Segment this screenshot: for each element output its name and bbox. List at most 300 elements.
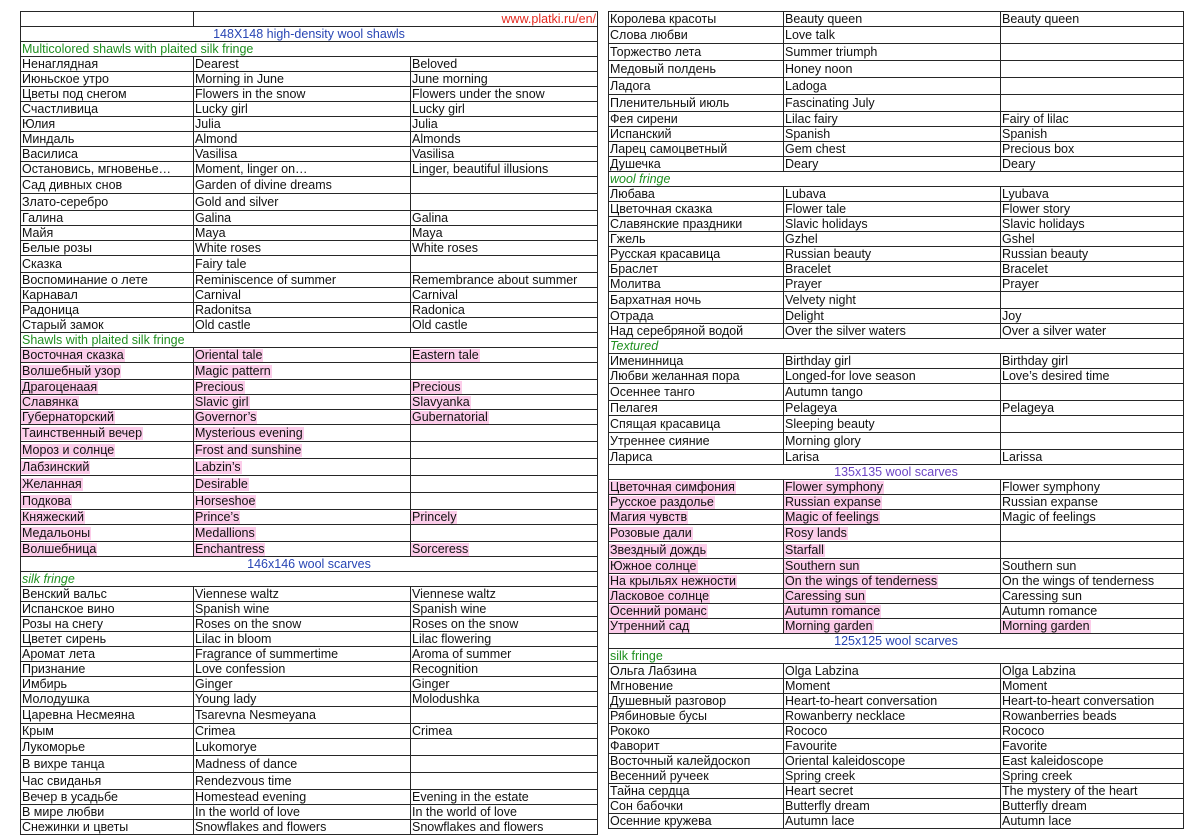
cell-text: Лукоморье	[22, 739, 86, 754]
cell-text: Таинственный вечер	[22, 425, 143, 440]
english-variant-cell	[411, 617, 598, 632]
cell-text: Сад дивных снов	[22, 177, 123, 192]
cell-text: Slavyanka	[412, 394, 470, 409]
english-name-cell	[784, 510, 1001, 525]
cell-text: На крыльях нежности	[610, 573, 737, 588]
cell-text: Tsarevna Nesmeyana	[195, 707, 316, 722]
cell-text: Лабзинский	[22, 459, 90, 474]
russian-name-cell	[21, 662, 194, 677]
size-heading	[21, 27, 598, 42]
cell-text: Viennese waltz	[412, 586, 496, 601]
english-variant-cell	[411, 211, 598, 226]
cell-text: Morning garden	[1002, 618, 1090, 633]
table-row	[609, 769, 1184, 784]
russian-name-cell	[609, 754, 784, 769]
english-name-cell	[784, 495, 1001, 510]
english-variant-cell	[411, 87, 598, 102]
english-name-cell	[194, 647, 411, 662]
english-name-cell	[194, 288, 411, 303]
english-name-cell	[784, 247, 1001, 262]
cell-text: Мгновение	[610, 678, 674, 693]
table-row	[21, 117, 598, 132]
site-link[interactable]: www.platki.ru/en/	[501, 11, 597, 26]
table-row	[21, 425, 598, 442]
table-row	[21, 42, 598, 57]
english-name-cell	[784, 664, 1001, 679]
english-variant-cell	[411, 147, 598, 162]
russian-name-cell	[609, 664, 784, 679]
russian-name-cell	[609, 95, 784, 112]
english-variant-cell	[1001, 12, 1184, 27]
cell-text: Morning glory	[785, 433, 861, 448]
english-variant-cell	[411, 117, 598, 132]
table-row	[609, 416, 1184, 433]
cell-text: Oriental tale	[195, 347, 263, 362]
russian-name-cell	[609, 724, 784, 739]
cell-text: Horseshoe	[195, 493, 256, 508]
cell-text: Butterfly dream	[1002, 798, 1087, 813]
russian-name-cell	[609, 217, 784, 232]
cell-text: Precious box	[1002, 141, 1075, 156]
english-variant-cell	[411, 194, 598, 211]
table-row	[21, 318, 598, 333]
table-row	[21, 647, 598, 662]
cell-text: Flowers in the snow	[195, 86, 306, 101]
table-row	[21, 476, 598, 493]
section-label	[609, 649, 1184, 664]
cell-text: Beloved	[412, 56, 458, 71]
cell-text: Душевный разговор	[610, 693, 727, 708]
cell-text: Heart-to-heart conversation	[1002, 693, 1155, 708]
cell-text: Radonica	[412, 302, 465, 317]
cell-text: Сказка	[22, 256, 63, 271]
cell-text: Prayer	[1002, 276, 1039, 291]
russian-name-cell	[609, 187, 784, 202]
russian-name-cell	[21, 647, 194, 662]
russian-name-cell	[609, 354, 784, 369]
russian-name-cell	[21, 542, 194, 557]
cell-text: Butterfly dream	[785, 798, 870, 813]
russian-name-cell	[609, 112, 784, 127]
cell-text: Gubernatorial	[412, 409, 488, 424]
english-name-cell	[194, 72, 411, 87]
russian-name-cell	[609, 784, 784, 799]
russian-name-cell	[21, 587, 194, 602]
cell-text: Воспоминание о лете	[22, 272, 148, 287]
cell-text: Delight	[785, 308, 824, 323]
table-row	[21, 57, 598, 72]
cell-text: Lucky girl	[412, 101, 465, 116]
russian-name-cell	[21, 756, 194, 773]
english-variant-cell	[1001, 384, 1184, 401]
cell-text: Драгоценаая	[22, 379, 98, 394]
english-name-cell	[784, 12, 1001, 27]
english-name-cell	[784, 354, 1001, 369]
cell-text: Deary	[1002, 156, 1036, 171]
cell-text: Molodushka	[412, 691, 480, 706]
cell-text: Медовый полдень	[610, 61, 716, 76]
english-variant-cell	[1001, 574, 1184, 589]
cell-text	[411, 739, 413, 752]
english-variant-cell	[1001, 694, 1184, 709]
english-variant-cell	[1001, 664, 1184, 679]
english-name-cell	[784, 480, 1001, 495]
english-name-cell	[784, 187, 1001, 202]
english-variant-cell	[411, 442, 598, 459]
english-variant-cell	[411, 380, 598, 395]
cell-text: Beauty queen	[1002, 11, 1080, 26]
table-row	[609, 679, 1184, 694]
table-row	[21, 348, 598, 363]
cell-text: Звездный дождь	[610, 542, 707, 557]
cell-text: Russian beauty	[1002, 246, 1089, 261]
cell-text	[411, 177, 413, 190]
table-row	[609, 510, 1184, 525]
english-variant-cell	[1001, 78, 1184, 95]
english-name-cell	[194, 677, 411, 692]
cell-text: Пелагея	[610, 400, 658, 415]
size-heading	[609, 634, 1184, 649]
english-variant-cell	[411, 632, 598, 647]
english-variant-cell	[411, 363, 598, 380]
table-row	[21, 572, 598, 587]
english-variant-cell	[1001, 619, 1184, 634]
cell-text: Flower symphony	[1002, 479, 1100, 494]
cell-text: Рябиновые бусы	[610, 708, 707, 723]
cell-text: Spanish	[1002, 126, 1048, 141]
russian-name-cell	[21, 525, 194, 542]
cell-text	[411, 476, 413, 489]
english-variant-cell	[1001, 61, 1184, 78]
russian-name-cell	[609, 44, 784, 61]
english-name-cell	[194, 542, 411, 557]
table-row	[609, 247, 1184, 262]
table-row	[609, 589, 1184, 604]
english-name-cell	[784, 724, 1001, 739]
table-row	[21, 303, 598, 318]
russian-name-cell	[609, 604, 784, 619]
russian-name-cell	[609, 694, 784, 709]
table-row	[21, 662, 598, 677]
english-name-cell	[784, 814, 1001, 829]
english-variant-cell	[1001, 292, 1184, 309]
russian-name-cell	[21, 677, 194, 692]
cell-text: Moment	[1002, 678, 1048, 693]
cell-text: Злато-серебро	[22, 194, 109, 209]
russian-name-cell	[21, 162, 194, 177]
cell-text: Almonds	[412, 131, 461, 146]
cell-text: Губернаторский	[22, 409, 114, 424]
cell-text: Frost and sunshine	[195, 442, 302, 457]
english-variant-cell	[1001, 495, 1184, 510]
cell-text	[1001, 44, 1003, 57]
table-row	[21, 805, 598, 820]
russian-name-cell	[21, 132, 194, 147]
russian-name-cell	[21, 602, 194, 617]
table-row	[609, 495, 1184, 510]
cell-text: Волшебница	[22, 541, 97, 556]
russian-name-cell	[21, 459, 194, 476]
english-name-cell	[194, 303, 411, 318]
english-name-cell	[194, 442, 411, 459]
cell-text: Governor’s	[195, 409, 257, 424]
english-name-cell	[194, 318, 411, 333]
english-name-cell	[784, 44, 1001, 61]
russian-name-cell	[609, 495, 784, 510]
english-name-cell	[784, 784, 1001, 799]
english-variant-cell	[411, 602, 598, 617]
cell-text: Magic of feelings	[785, 509, 879, 524]
cell-text: Карнавал	[22, 287, 78, 302]
cell-text: Autumn romance	[785, 603, 881, 618]
russian-name-cell	[609, 525, 784, 542]
english-name-cell	[784, 324, 1001, 339]
english-name-cell	[194, 380, 411, 395]
table-row	[21, 211, 598, 226]
table-row	[21, 333, 598, 348]
english-name-cell	[194, 194, 411, 211]
cell-text: Olga Labzina	[1002, 663, 1076, 678]
cell-text: Gold and silver	[195, 194, 279, 209]
cell-text: Slavic holidays	[1002, 216, 1085, 231]
cell-text: Rowanberries beads	[1002, 708, 1117, 723]
size-heading-text: 146x146 wool scarves	[247, 556, 371, 571]
cell-text	[411, 363, 413, 376]
cell-text: Magic pattern	[195, 363, 271, 378]
russian-name-cell	[609, 142, 784, 157]
table-row	[21, 756, 598, 773]
cell-text: Desirable	[195, 476, 248, 491]
cell-text: In the world of love	[195, 804, 300, 819]
russian-name-cell	[609, 369, 784, 384]
table-row	[609, 172, 1184, 187]
cell-text: Pelageya	[1002, 400, 1055, 415]
table-row	[609, 604, 1184, 619]
cell-text: Southern sun	[1002, 558, 1077, 573]
table-row	[21, 410, 598, 425]
cell-text: Утреннее сияние	[610, 433, 710, 448]
cell-text: Lilac fairy	[785, 111, 838, 126]
russian-name-cell	[609, 769, 784, 784]
english-variant-cell	[1001, 604, 1184, 619]
english-variant-cell	[1001, 27, 1184, 44]
english-variant-cell	[1001, 739, 1184, 754]
russian-name-cell	[21, 211, 194, 226]
section-label-text: Multicolored shawls with plaited silk fringe	[22, 41, 254, 56]
table-row	[21, 632, 598, 647]
russian-name-cell	[21, 632, 194, 647]
cell-text	[1001, 416, 1003, 429]
english-name-cell	[784, 157, 1001, 172]
section-label	[609, 172, 1184, 187]
cell-text: Caressing sun	[785, 588, 865, 603]
cell-text: Evening in the estate	[412, 789, 529, 804]
english-name-cell	[784, 709, 1001, 724]
cell-text	[411, 493, 413, 506]
english-name-cell	[784, 799, 1001, 814]
cell-text	[1001, 525, 1003, 538]
cell-text: Gem chest	[785, 141, 846, 156]
cell-text: Spanish wine	[195, 601, 270, 616]
russian-name-cell	[609, 574, 784, 589]
cell-text: Slavic holidays	[785, 216, 868, 231]
cell-text	[411, 459, 413, 472]
table-row	[609, 739, 1184, 754]
cell-text	[411, 773, 413, 786]
cell-text: Honey noon	[785, 61, 853, 76]
table-row	[21, 677, 598, 692]
table-row	[609, 232, 1184, 247]
cell-text: Remembrance about summer	[412, 272, 578, 287]
english-name-cell	[194, 756, 411, 773]
english-variant-cell	[411, 587, 598, 602]
russian-name-cell	[609, 559, 784, 574]
cell-text: Bracelet	[1002, 261, 1048, 276]
russian-name-cell	[609, 679, 784, 694]
russian-name-cell	[609, 510, 784, 525]
cell-text: Garden of divine dreams	[195, 177, 332, 192]
russian-name-cell	[21, 790, 194, 805]
table-row	[609, 112, 1184, 127]
cell-text: Over the silver waters	[785, 323, 906, 338]
russian-name-cell	[609, 157, 784, 172]
table-row	[21, 87, 598, 102]
cell-text: Венский вальс	[22, 586, 107, 601]
table-row	[609, 339, 1184, 354]
table-row	[609, 27, 1184, 44]
section-label	[609, 339, 1184, 354]
cell-text: Flower symphony	[785, 479, 883, 494]
cell-text: Oriental kaleidoscope	[785, 753, 906, 768]
english-name-cell	[784, 542, 1001, 559]
table-row	[609, 369, 1184, 384]
english-variant-cell	[411, 318, 598, 333]
cell-text: Flower story	[1002, 201, 1071, 216]
cell-text: Слова любви	[610, 27, 688, 42]
english-variant-cell	[1001, 709, 1184, 724]
cell-text: On the wings of tenderness	[1002, 573, 1155, 588]
cell-text: Beauty queen	[785, 11, 863, 26]
cell-text: Княжеский	[22, 509, 84, 524]
english-variant-cell	[411, 756, 598, 773]
cell-text: Признание	[22, 661, 86, 676]
cell-text: Ласковое солнце	[610, 588, 710, 603]
cell-text: Flowers under the snow	[412, 86, 545, 101]
english-variant-cell	[1001, 754, 1184, 769]
english-variant-cell	[1001, 799, 1184, 814]
russian-name-cell	[609, 401, 784, 416]
cell-text	[411, 425, 413, 438]
russian-name-cell	[21, 348, 194, 363]
english-variant-cell	[1001, 814, 1184, 829]
table-row	[21, 147, 598, 162]
english-variant-cell	[411, 510, 598, 525]
cell-text: Julia	[412, 116, 438, 131]
cell-text: Ginger	[412, 676, 450, 691]
table-row	[21, 542, 598, 557]
english-variant-cell	[411, 525, 598, 542]
cell-text	[1001, 78, 1003, 91]
cell-text: Galina	[412, 210, 449, 225]
cell-text	[411, 194, 413, 207]
cell-text: Favorite	[1002, 738, 1048, 753]
russian-name-cell	[21, 303, 194, 318]
cell-text: Фаворит	[610, 738, 660, 753]
cell-text: Майя	[22, 225, 54, 240]
size-heading-text: 125x125 wool scarves	[834, 633, 958, 648]
table-row	[609, 525, 1184, 542]
cell-text: Fragrance of summertime	[195, 646, 339, 661]
english-variant-cell	[411, 493, 598, 510]
cell-text: White roses	[412, 240, 478, 255]
russian-name-cell	[609, 384, 784, 401]
english-name-cell	[784, 679, 1001, 694]
russian-name-cell	[609, 814, 784, 829]
english-name-cell	[194, 241, 411, 256]
cell-text: Vasilisa	[195, 146, 238, 161]
cell-text: Larisa	[785, 449, 820, 464]
cell-text: Morning garden	[785, 618, 873, 633]
table-row	[609, 262, 1184, 277]
english-variant-cell	[1001, 247, 1184, 262]
cell-text: Осенние кружева	[610, 813, 712, 828]
english-variant-cell	[411, 707, 598, 724]
english-variant-cell	[1001, 217, 1184, 232]
russian-name-cell	[609, 589, 784, 604]
cell-text: Radonitsa	[195, 302, 252, 317]
english-name-cell	[784, 232, 1001, 247]
english-name-cell	[784, 450, 1001, 465]
russian-name-cell	[21, 241, 194, 256]
english-name-cell	[194, 707, 411, 724]
english-name-cell	[784, 574, 1001, 589]
cell-text: Медальоны	[22, 525, 91, 540]
cell-text: Ginger	[195, 676, 233, 691]
english-name-cell	[194, 739, 411, 756]
russian-name-cell	[21, 363, 194, 380]
english-name-cell	[194, 662, 411, 677]
cell-text: Испанский	[610, 126, 672, 141]
cell-text: White roses	[195, 240, 261, 255]
cell-text: Rowanberry necklace	[785, 708, 906, 723]
table-row	[21, 395, 598, 410]
cell-text: Белые розы	[22, 240, 92, 255]
cell-text: Волшебный узор	[22, 363, 121, 378]
table-row	[21, 707, 598, 724]
cell-text: Homestead evening	[195, 789, 307, 804]
english-variant-cell	[1001, 559, 1184, 574]
table-row	[609, 187, 1184, 202]
cell-text: Счастливица	[22, 101, 99, 116]
table-row	[609, 12, 1184, 27]
russian-name-cell	[609, 324, 784, 339]
cell-text: Сон бабочки	[610, 798, 683, 813]
table-row	[21, 557, 598, 572]
table-row	[609, 814, 1184, 829]
table-row	[21, 241, 598, 256]
cell-text: Мороз и солнце	[22, 442, 115, 457]
section-label-text: silk fringe	[22, 571, 75, 586]
cell-text: Миндаль	[22, 131, 75, 146]
russian-name-cell	[609, 480, 784, 495]
cell-text: Roses on the snow	[195, 616, 302, 631]
cell-text: Галина	[22, 210, 64, 225]
cell-text: В вихре танца	[22, 756, 105, 771]
table-row	[21, 256, 598, 273]
cell-text: Южное солнце	[610, 558, 697, 573]
english-variant-cell	[411, 773, 598, 790]
cell-text: Rococo	[1002, 723, 1045, 738]
